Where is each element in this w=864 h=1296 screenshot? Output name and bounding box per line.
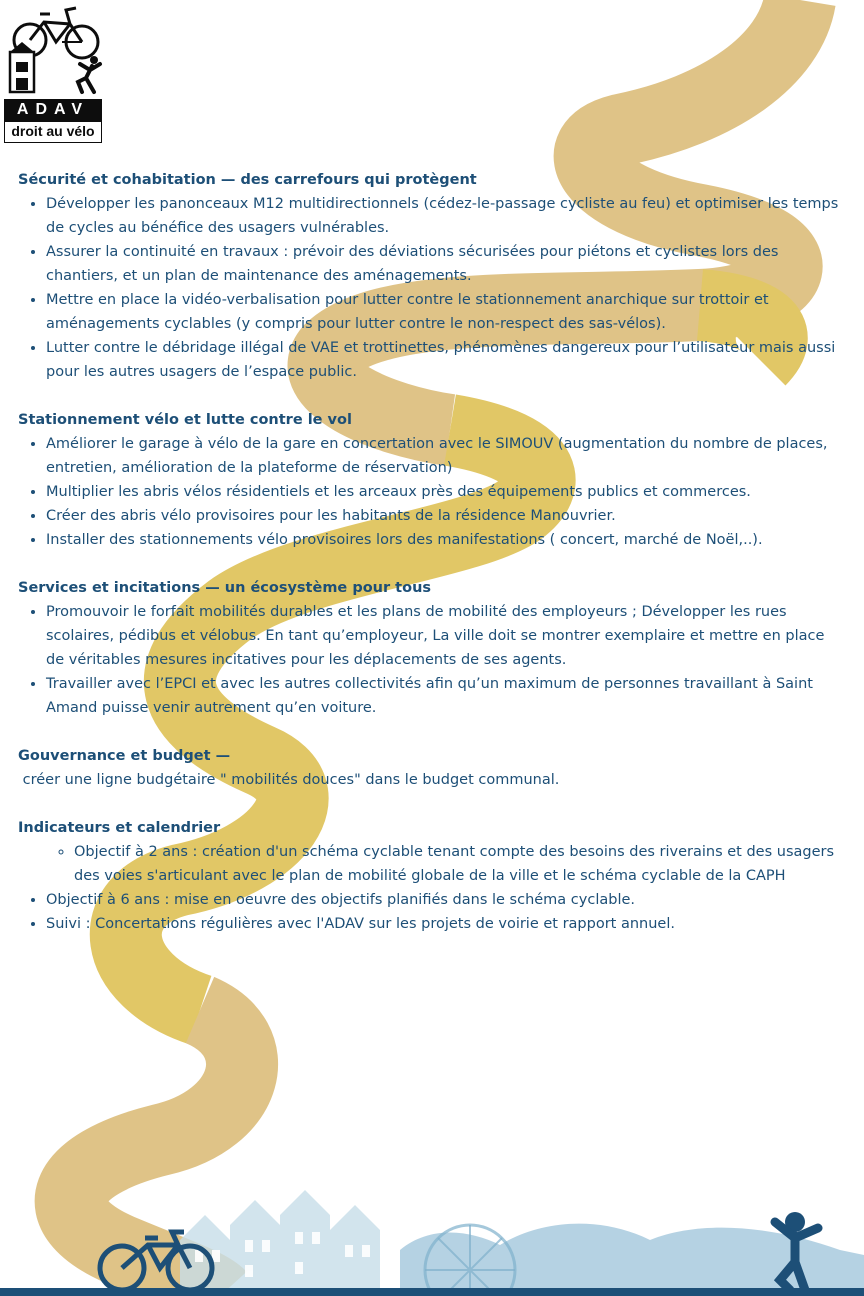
logo-illustration xyxy=(2,2,104,100)
list-item: • Lutter contre le débridage illégal de VAE et trottinettes, phénomènes dangereux pour l’utilisateur mais aussi pour les autres usagers de l’espace public. xyxy=(46,336,844,384)
document-body xyxy=(18,168,844,960)
sub-bullet-list xyxy=(18,840,844,888)
logo-tagline: droit au vélo xyxy=(4,121,102,143)
list-item: • Installer des stationnements vélo provisoires lors des manifestations ( concert, marché de Noël,..). xyxy=(46,528,844,552)
section-title: Indicateurs et calendrier xyxy=(18,820,221,836)
list-item: • Développer les panonceaux M12 multidirectionnels (cédez-le-passage cycliste au feu) et optimiser les temps de cycles au bénéfice des usagers vulnérables. xyxy=(46,192,844,240)
section-gouvernance xyxy=(18,744,844,792)
list-item: • Promouvoir le forfait mobilités durables et les plans de mobilité des employeurs ; Développer les rues scolaires, pédibus et vélobus. En tant qu’employeur, La ville doit se montrer exemplaire et mettre en place de véritables mesures incitatives pour les déplacements de ses agents. xyxy=(46,600,844,672)
list-item: • Suivi : Concertations régulières avec l'ADAV sur les projets de voirie et rapport annuel. xyxy=(46,912,844,936)
section-text: créer une ligne budgétaire " mobilités douces" dans le budget communal. xyxy=(18,772,560,788)
list-item: • Assurer la continuité en travaux : prévoir des déviations sécurisées pour piétons et cyclistes lors des chantiers, et un plan de maintenance des aménagements. xyxy=(46,240,844,288)
list-item: • Travailler avec l’EPCI et avec les autres collectivités afin qu’un maximum de personnes travaillant à Saint Amand puisse venir autrement qu’en voiture. xyxy=(46,672,844,720)
section-title: Services et incitations — un écosystème pour tous xyxy=(18,580,432,596)
section-services xyxy=(18,576,844,720)
section-title: Gouvernance et budget — xyxy=(18,748,231,764)
bullet-list xyxy=(18,888,844,936)
section-securite xyxy=(18,168,844,384)
bullet-list xyxy=(18,192,844,384)
list-item: • Mettre en place la vidéo-verbalisation pour lutter contre le stationnement anarchique sur trottoir et aménagements cyclables (y compris pour lutter contre le non-respect des sas-vélos). xyxy=(46,288,844,336)
section-indicateurs xyxy=(18,816,844,936)
section-title: Sécurité et cohabitation — des carrefours qui protègent xyxy=(18,172,477,188)
adav-logo xyxy=(2,2,104,142)
list-item: • Multiplier les abris vélos résidentiels et les arceaux près des équipements publics et commerces. xyxy=(46,480,844,504)
logo-acronym: ADAV xyxy=(4,99,102,121)
list-item: • Créer des abris vélo provisoires pour les habitants de la résidence Manouvrier. xyxy=(46,504,844,528)
section-stationnement xyxy=(18,408,844,552)
section-title: Stationnement vélo et lutte contre le vol xyxy=(18,412,352,428)
bullet-list xyxy=(18,600,844,720)
list-item: • Améliorer le garage à vélo de la gare en concertation avec le SIMOUV (augmentation du nombre de places, entretien, amélioration de la plateforme de réservation) xyxy=(46,432,844,480)
list-item: • Objectif à 6 ans : mise en oeuvre des objectifs planifiés dans le schéma cyclable. xyxy=(46,888,844,912)
list-item: ◦ Objectif à 2 ans : création d'un schéma cyclable tenant compte des besoins des riverains et des usagers des voies s'articulant avec le plan de mobilité globale de la ville et le schéma cyclable de la CAPH xyxy=(74,840,844,888)
bullet-list xyxy=(18,432,844,552)
